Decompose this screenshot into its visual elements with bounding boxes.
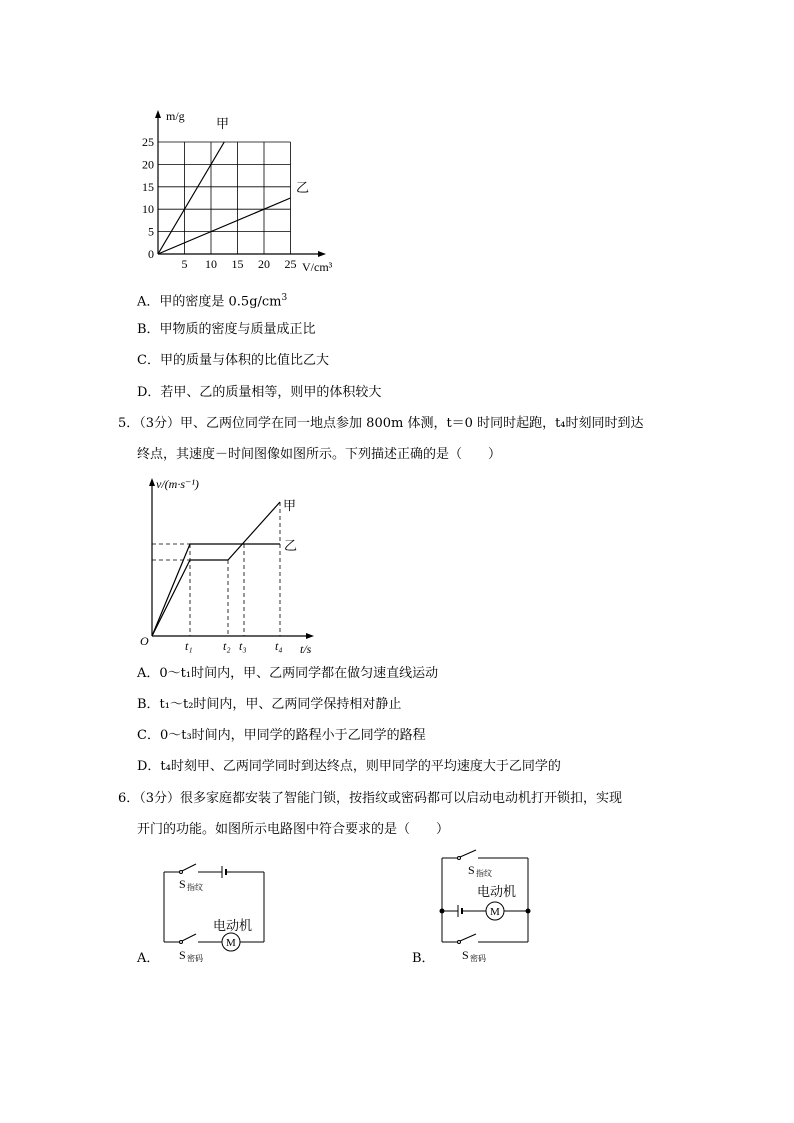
q5-option-d: D．t₄时刻甲、乙两同学同时到达终点，则甲同学的平均速度大于乙同学的	[137, 759, 561, 774]
x-axis-label: V/cm³	[302, 260, 333, 273]
t3-label: t₃	[239, 639, 247, 653]
line-yi-label: 乙	[296, 180, 310, 195]
junction-dot-right	[526, 909, 531, 914]
y-tick-label: 10	[142, 202, 154, 217]
q5-stem-line1: 5．（3分）甲、乙两位同学在同一地点参加 800m 体测，t＝0 时同时起跑，t₄时刻同时到达	[118, 416, 644, 431]
x-tick-label: 10	[205, 257, 217, 271]
y-tick-label: 5	[148, 224, 154, 239]
switch-fingerprint-lever	[460, 850, 476, 857]
x-tick-label: 15	[231, 257, 244, 271]
motor-symbol: M	[226, 937, 236, 949]
q6-stem-line2: 开门的功能。如图所示电路图中符合要求的是（ ）	[137, 822, 450, 837]
motor-symbol: M	[490, 906, 500, 918]
x-tick-label: 20	[258, 257, 270, 271]
x-axis-label: t/s	[300, 642, 312, 656]
series-line-yi	[158, 198, 291, 254]
q4-option-a: A．甲的密度是 $0.5g/cm^3$	[137, 293, 288, 310]
x-tick-label: 5	[181, 257, 188, 271]
motor-label: 电动机	[213, 918, 253, 933]
line-jia	[152, 502, 280, 636]
mass-volume-graph	[140, 108, 350, 273]
q5-option-b: B．t₁～t₂时间内，甲、乙两同学保持相对静止	[137, 697, 402, 712]
motor-label: 电动机	[477, 884, 517, 899]
y-axis-arrow	[149, 478, 155, 486]
origin-label: 0	[148, 247, 154, 261]
x-tick-label: 25	[284, 257, 297, 271]
switch-fingerprint-s: S	[179, 877, 186, 891]
t2-label: t₂	[223, 639, 231, 653]
switch-password-sub: 密码	[470, 954, 486, 963]
circuit-a-option-label: A．	[137, 951, 160, 966]
junction-dot-left	[440, 909, 445, 914]
line-yi-label: 乙	[284, 538, 298, 553]
y-tick-label: 15	[142, 179, 154, 194]
circuit-b	[432, 844, 542, 969]
switch-password-sub: 密码	[187, 954, 203, 963]
switch-password-lever	[182, 934, 196, 941]
t4-label: t₄	[275, 639, 283, 653]
y-axis-label: v/(m·s⁻¹)	[156, 477, 199, 491]
line-jia-label: 甲	[283, 498, 297, 513]
x-axis-arrow	[306, 633, 314, 639]
line-jia-label: 甲	[216, 116, 230, 131]
q4-option-c: C．甲的质量与体积的比值比乙大	[137, 353, 329, 368]
switch-fingerprint-sub: 指纹	[187, 883, 203, 892]
q6-stem-line1: 6．（3分）很多家庭都安装了智能门锁，按指纹或密码都可以启动电动机打开锁扣，实现	[118, 791, 623, 806]
switch-password-s: S	[462, 948, 469, 962]
graph-grid	[158, 142, 291, 254]
circuit-b-option-label: B．	[412, 951, 435, 966]
circuit-a	[158, 860, 273, 970]
switch-password-s: S	[179, 948, 186, 962]
switch-fingerprint-s: S	[468, 863, 475, 877]
q5-option-a: A．0～t₁时间内，甲、乙两同学都在做匀速直线运动	[137, 666, 439, 681]
q5-option-c: C．0～t₃时间内，甲同学的路程小于乙同学的路程	[137, 728, 426, 743]
t1-label: t₁	[185, 639, 193, 653]
y-tick-label: 20	[142, 157, 154, 172]
x-axis-arrow	[318, 251, 326, 257]
line-yi	[152, 544, 280, 636]
switch-password-lever	[460, 934, 476, 941]
q4-option-b: B．甲物质的密度与质量成正比	[137, 322, 316, 337]
switch-fingerprint-sub: 指纹	[476, 869, 492, 878]
y-axis-arrow	[155, 110, 161, 118]
series-line-jia	[158, 142, 224, 254]
y-axis-label: m/g	[166, 109, 185, 123]
y-tick-label: 25	[142, 135, 154, 149]
switch-fingerprint-lever	[182, 864, 196, 871]
origin-label: O	[140, 634, 149, 648]
q4-option-d: D．若甲、乙的质量相等，则甲的体积较大	[137, 385, 382, 400]
q5-stem-line2: 终点，其速度－时间图像如图所示。下列描述正确的是（ ）	[137, 447, 502, 462]
velocity-time-graph	[138, 472, 328, 660]
